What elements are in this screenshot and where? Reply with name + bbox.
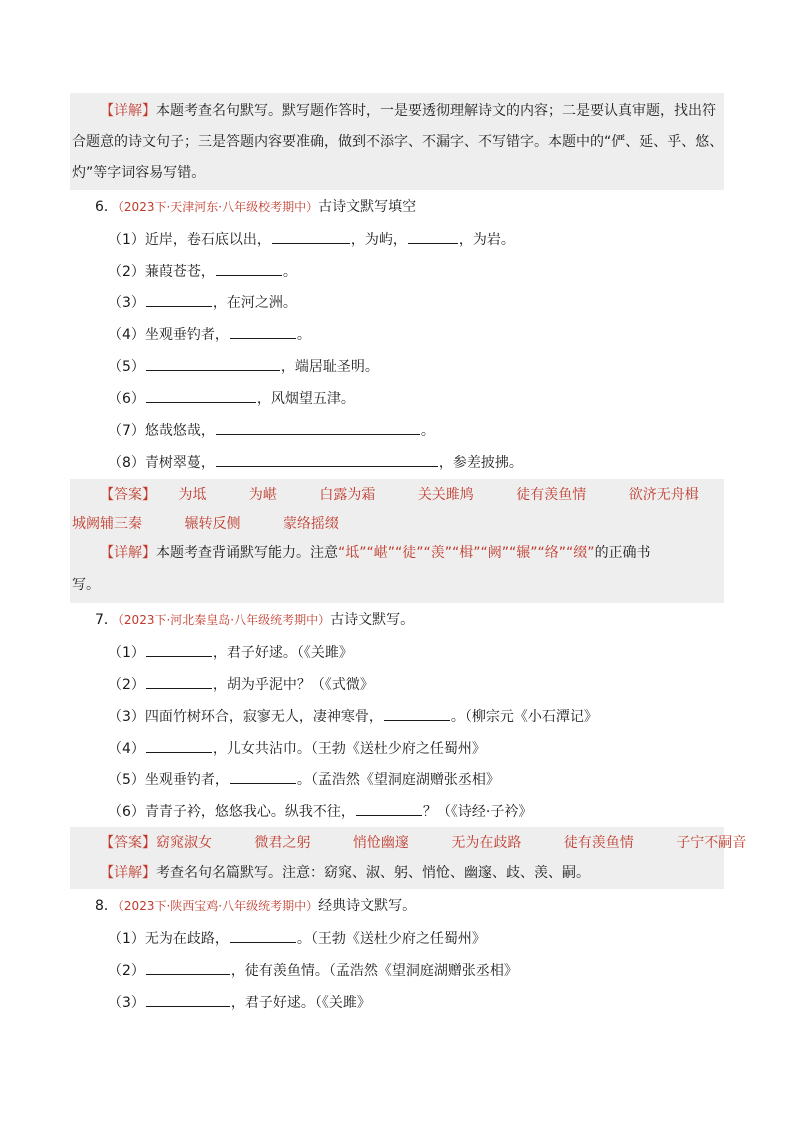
question-6-header (95, 197, 416, 217)
item-text: （3） (108, 295, 145, 311)
detail-line (100, 863, 590, 883)
detail-line (100, 101, 716, 121)
detail-text: 写。 (72, 577, 100, 593)
detail-text: 本题考查背诵默写能力。注意 (156, 545, 338, 561)
q7-item-4 (108, 738, 486, 759)
answer-item: 城阙辅三秦 (72, 516, 142, 532)
item-text: ，参差披拂。 (438, 455, 523, 471)
answer-item: 辗转反侧 (184, 516, 241, 532)
question-source: （2023下·陕西宝鸡·八年级统考期中） (117, 899, 319, 913)
answer-blank[interactable] (146, 992, 230, 1007)
question-8-header (95, 896, 416, 916)
q7-item-5 (108, 769, 500, 790)
q6-item-4 (108, 324, 311, 345)
q7-item-3 (108, 706, 598, 727)
answer-item: 白露为霜 (319, 487, 376, 503)
item-text: ，风烟望五津。 (256, 391, 355, 407)
question-source: （2023下·天津河东·八年级校考期中） (117, 200, 319, 214)
answer-blank[interactable] (146, 292, 212, 307)
detail-text: 考查名句名篇默写。注意：窈窕、淑、躬、悄怆、幽邃、歧、羡、嗣。 (156, 865, 590, 881)
q7-item-6 (108, 801, 532, 822)
answer-blank[interactable] (146, 960, 230, 975)
answer-blank[interactable] (230, 928, 296, 943)
detail-box-q5 (70, 93, 724, 190)
q6-item-8 (108, 452, 523, 473)
item-text: （2） (108, 677, 145, 693)
answer-item: 无为在歧路 (451, 835, 522, 851)
answer-tag: 【答案】 (100, 487, 156, 503)
item-text: （4）坐观垂钓者， (108, 327, 229, 343)
q6-item-3 (108, 292, 297, 313)
item-text: （4） (108, 741, 145, 757)
q7-item-2 (108, 674, 374, 695)
answer-row (72, 514, 339, 534)
answer-item: 徒有羡鱼情 (516, 487, 587, 503)
answer-item: 微君之躬 (254, 835, 311, 851)
answer-row (100, 833, 746, 853)
question-7-header (95, 610, 414, 630)
detail-text: 灼”等字词容易写错。 (72, 165, 206, 181)
detail-tag: 【详解】 (100, 865, 156, 881)
question-title: 经典诗文默写。 (318, 898, 417, 914)
q7-item-1 (108, 642, 353, 663)
item-text: （1）无为在歧路， (108, 931, 229, 947)
item-text: （6）青青子衿，悠悠我心。纵我不往， (108, 804, 355, 820)
item-text: ，儿女共沾巾。（王勃《送杜少府之任蜀州》 (212, 741, 486, 757)
answer-item: 为坻 (178, 487, 207, 503)
answer-blank[interactable] (146, 356, 280, 371)
item-text: 。（王勃《送杜少府之任蜀州》 (296, 931, 486, 947)
item-text: （7）悠哉悠哉， (108, 423, 215, 439)
answer-blank[interactable] (146, 642, 212, 657)
item-text: ，徒有羡鱼情。（孟浩然《望洞庭湖赠张丞相》 (230, 963, 518, 979)
answer-item: 欲济无舟楫 (628, 487, 699, 503)
question-title: 古诗文默写填空 (318, 199, 417, 215)
answer-blank[interactable] (408, 229, 458, 244)
item-text: ？（《诗经·子衿》 (422, 804, 533, 820)
answer-box-q7 (70, 827, 747, 889)
detail-line (72, 132, 723, 152)
item-text: （5）坐观垂钓者， (108, 772, 229, 788)
q6-item-2 (108, 261, 297, 282)
answer-row (100, 485, 699, 505)
question-title: 古诗文默写。 (330, 612, 415, 628)
item-text: ，君子好逑。（《关雎》 (230, 995, 371, 1011)
item-text: ，君子好逑。（《关雎》 (212, 645, 353, 661)
q8-item-2 (108, 960, 518, 981)
item-text: ，端居耻圣明。 (280, 359, 379, 375)
detail-text: 本题考查名句默写。默写题作答时，一是要透彻理解诗文的内容；二是要认真审题，找出符 (156, 103, 716, 119)
detail-highlight: “坻”“嵁”“徒”“羡”“楫”“阙”“辗”“络”“缀” (338, 545, 595, 561)
answer-blank[interactable] (230, 769, 296, 784)
question-source: （2023下·河北秦皇岛·八年级统考期中） (117, 613, 331, 627)
detail-tag: 【详解】 (100, 103, 156, 119)
item-text: 。（柳宗元《小石潭记》 (450, 709, 598, 725)
detail-tag: 【详解】 (100, 545, 156, 561)
answer-item: 悄怆幽邃 (352, 835, 409, 851)
item-text: ，胡为乎泥中？（《式微》 (212, 677, 374, 693)
q6-item-1 (108, 229, 515, 250)
item-text: 。 (420, 423, 435, 439)
answer-item: 关关雎鸠 (417, 487, 474, 503)
answer-item: 徒有羡鱼情 (563, 835, 634, 851)
question-number: 7． (95, 612, 118, 628)
detail-text: 的正确书 (594, 545, 651, 561)
item-text: 。 (296, 327, 311, 343)
answer-blank[interactable] (216, 452, 438, 467)
answer-item: 为嵁 (248, 487, 277, 503)
question-number: 8． (95, 898, 118, 914)
q8-item-1 (108, 928, 486, 949)
q6-item-6 (108, 388, 355, 409)
item-text: （6） (108, 391, 145, 407)
item-text: （1）近岸，卷石底以出， (108, 232, 271, 248)
item-text: （2）蒹葭苍苍， (108, 264, 215, 280)
q8-item-3 (108, 992, 371, 1013)
item-text: （3） (108, 995, 145, 1011)
answer-blank[interactable] (384, 706, 450, 721)
answer-item: 蒙络摇缀 (282, 516, 339, 532)
answer-item: 子宁不嗣音 (676, 835, 747, 851)
item-text: ，为屿， (350, 232, 407, 248)
answer-blank[interactable] (146, 388, 256, 403)
item-text: （1） (108, 645, 145, 661)
answer-blank[interactable] (146, 674, 212, 689)
detail-text: 合题意的诗文句子；三是答题内容要准确，做到不添字、不漏字、不写错字。本题中的“俨、延、乎、悠、 (72, 134, 724, 150)
item-text: ，为岩。 (458, 232, 515, 248)
detail-line (100, 543, 651, 563)
item-text: （3）四面竹树环合，寂寥无人，凄神寒骨， (108, 709, 383, 725)
answer-blank[interactable] (356, 801, 422, 816)
answer-tag: 【答案】 (100, 835, 156, 851)
question-number: 6． (95, 199, 118, 215)
q6-item-5 (108, 356, 379, 377)
item-text: （5） (108, 359, 145, 375)
answer-blank[interactable] (216, 420, 420, 435)
detail-line (72, 575, 100, 595)
answer-item: 窈窕淑女 (156, 835, 212, 851)
answer-blank[interactable] (272, 229, 350, 244)
item-text: 。 (282, 264, 297, 280)
q6-item-7 (108, 420, 435, 441)
item-text: （2） (108, 963, 145, 979)
detail-line (72, 163, 205, 183)
answer-blank[interactable] (216, 261, 282, 276)
answer-blank[interactable] (146, 738, 212, 753)
item-text: （8）青树翠蔓， (108, 455, 215, 471)
item-text: 。（孟浩然《望洞庭湖赠张丞相》 (296, 772, 500, 788)
answer-blank[interactable] (230, 324, 296, 339)
item-text: ，在河之洲。 (212, 295, 297, 311)
answer-box-q6 (70, 479, 724, 603)
